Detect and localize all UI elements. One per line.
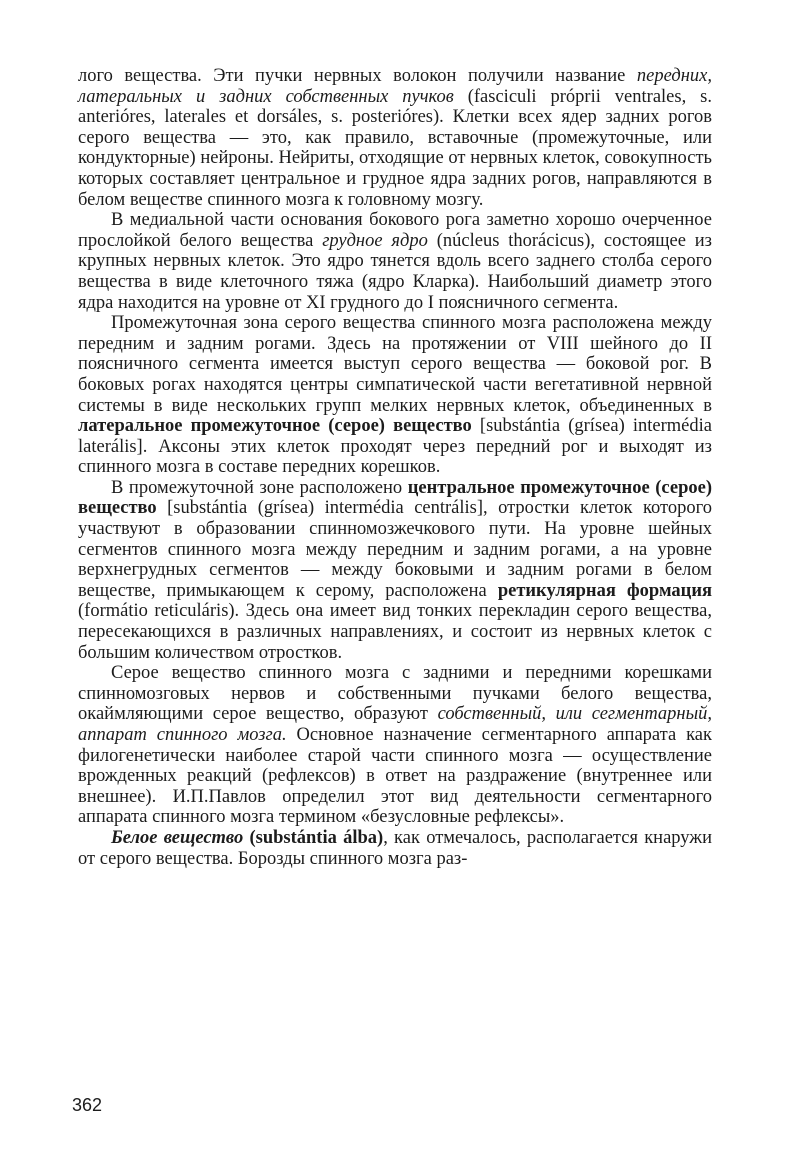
italic-term: передних, латеральных и задних собственных пучков — [78, 66, 712, 107]
paragraph — [78, 313, 712, 478]
text-run: [substántia (grísea) intermédia centrális], отростки клеток которого участвуют в образовании спинномозжечкового пути. На уровне шейных сегментов спинного мозга между передним и задним рогами, а на уровне верхнегрудных сегментов — между боковыми и задним рогами в белом веществе, примыкающем к серому, расположена — [78, 498, 712, 601]
page-body — [78, 66, 712, 869]
text-run: В медиальной части основания бокового рога заметно хорошо очерченное прослойкой белого вещества — [78, 210, 712, 251]
bold-italic-term: Белое вещество — [111, 827, 244, 848]
text-run: лого вещества. Эти пучки нервных волокон получили название — [78, 66, 637, 86]
page-number: 362 — [72, 1095, 103, 1115]
text-run: (fasciculi própriі ventrales, s. anterióres, laterales et dorsáles, s. posterióres). Клетки всех ядер задних рогов серого вещества — это, как правило, вставочные (промежуточные, или кондукторные) нейроны. Нейриты, отходящие от нервных клеток, совокупность которых составляет центральное и грудное ядра задних рогов, направляются в белом веществе спинного мозга к головному мозгу. — [78, 86, 712, 210]
bold-term: латеральное промежуточное (серое) вещество — [78, 416, 472, 437]
bold-term: (substántia álba) — [249, 827, 384, 848]
text-run: (formátio reticuláris). Здесь она имеет вид тонких перекладин серого вещества, пересекающихся в различных направлениях, и состоит из нервных клеток с большим количеством отростков. — [78, 601, 712, 663]
text-run: В промежуточной зоне расположено — [111, 477, 408, 498]
text-run: [substántia (grísea) intermédia laterális]. Аксоны этих клеток проходят через передний рог и выходят из спинного мозга в составе передних корешков. — [78, 416, 712, 478]
italic-term: собственный, или сегментарный, аппарат спинного мозга. — [78, 704, 712, 745]
italic-term: грудное ядро — [322, 230, 428, 251]
bold-term: центральное промежуточное (серое) вещество — [78, 477, 712, 519]
bold-term: ретикулярная формация — [497, 580, 712, 601]
paragraph — [78, 210, 712, 313]
text-run: , как отмечалось, располагается кнаружи от серого вещества. Борозды спинного мозга раз- — [78, 827, 712, 869]
paragraph — [78, 828, 712, 869]
text-run: Промежуточная зона серого вещества спинного мозга расположена между передним и задним рогами. Здесь на протяжении от VIII шейного до II поясничного сегмента имеется выступ серого вещества — боковой рог. В боковых рогах находятся центры симпатической части вегетативной нервной системы в виде нескольких групп мелких нервных клеток, объединенных в — [78, 313, 712, 416]
paragraph — [78, 66, 712, 210]
paragraph — [78, 663, 712, 828]
paragraph — [78, 478, 712, 663]
text-run: (núcleus thorácicus), состоящее из крупных нервных клеток. Это ядро тянется вдоль всего заднего столба серого вещества в виде клеточного тяжа (ядро Кларка). Наибольший диаметр этого ядра находится на уровне от XI грудного до I поясничного сегмента. — [78, 230, 712, 313]
text-run: Основное назначение сегментарного аппарата как филогенетически наиболее старой части спинного мозга — осуществление врожденных реакций (рефлексов) в ответ на раздражение (внутреннее или внешнее). И.П.Павлов определил этот вид деятельности сегментарного аппарата спинного мозга термином «безусловные рефлексы». — [78, 725, 712, 828]
text-run: Серое вещество спинного мозга с задними и передними корешками спинномозговых нервов и собственными пучками белого вещества, окаймляющими серое вещество, образуют — [78, 663, 712, 725]
